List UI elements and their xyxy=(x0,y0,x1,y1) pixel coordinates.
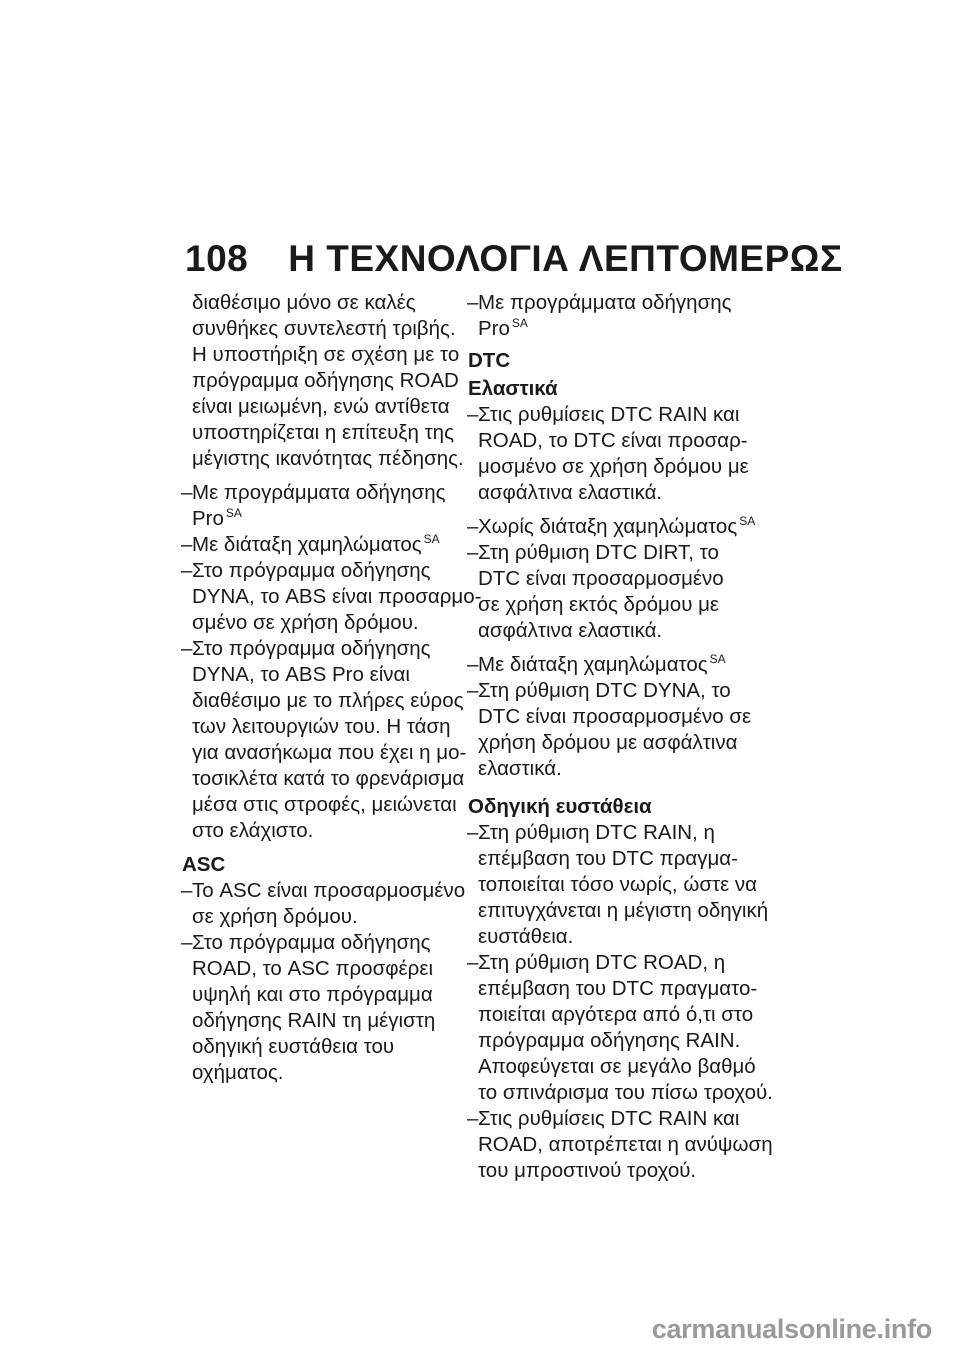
text-line: Χωρίς διάταξη χαμηλώματος xyxy=(478,515,738,538)
text-line: Αποφεύγεται σε μεγάλο βαθμό xyxy=(478,1055,756,1078)
text-line: σε χρήση δρόμου. xyxy=(192,905,358,928)
list-item xyxy=(468,540,748,644)
text-line: – Με προγράμματα οδήγησης xyxy=(478,291,732,314)
text-line: του μπροστινού τροχού. xyxy=(478,1159,697,1182)
list-item xyxy=(468,514,756,540)
text-line: χρήση δρόμου με ασφάλτινα xyxy=(478,731,738,754)
section-heading-dtc: DTC xyxy=(468,349,511,372)
list-item xyxy=(468,950,773,1106)
text-line: ελαστικά. xyxy=(478,757,562,780)
text-line: υποστηρίζεται η επίτευξη της xyxy=(192,421,454,444)
list-item xyxy=(182,636,467,844)
sa-superscript: SA xyxy=(709,652,726,666)
text-line: ποιείται αργότερα από ό,τι στο xyxy=(478,1003,754,1026)
text-line: το σπινάρισμα του πίσω τροχού. xyxy=(478,1081,773,1104)
text-line: πρόγραμμα οδήγησης RAIN. xyxy=(478,1029,741,1052)
intro-paragraph xyxy=(192,290,464,472)
text-line: Pro xyxy=(192,507,224,530)
section-heading-stability: Οδηγική ευστάθεια xyxy=(468,795,652,818)
text-line: Με διάταξη χαμηλώματος xyxy=(478,653,708,676)
text-line: των λειτουργιών του. Η τάση xyxy=(192,715,451,738)
list-item xyxy=(468,1106,773,1184)
text-line: υψηλή και στο πρόγραμμα xyxy=(192,983,433,1006)
list-item xyxy=(182,558,482,636)
text-line: επέμβαση του DTC πραγμα- xyxy=(478,847,738,870)
text-line: DYNA, το ABS Pro είναι xyxy=(192,663,410,686)
text-line: συνθήκες συντελεστή τριβής. xyxy=(192,317,456,340)
text-line: οχήματος. xyxy=(192,1061,284,1084)
text-line: Pro xyxy=(478,317,510,340)
sa-superscript: SA xyxy=(225,506,242,520)
sa-superscript: SA xyxy=(511,316,528,330)
list-item xyxy=(468,678,752,782)
text-line: – Στη ρύθμιση DTC DYNA, το xyxy=(478,679,731,702)
text-line: – Το ASC είναι προσαρμοσμένο xyxy=(192,879,466,902)
list-item xyxy=(182,532,454,558)
text-line: – Στο πρόγραμμα οδήγησης xyxy=(192,931,431,954)
text-line: – Στη ρύθμιση DTC DIRT, το xyxy=(478,541,719,564)
text-line: επιτυγχάνεται η μέγιστη οδηγική xyxy=(478,899,769,922)
sa-superscript: SA xyxy=(739,514,756,528)
watermark-text: carmanualsonline.info xyxy=(651,1314,932,1344)
text-line: τοσικλέτα κατά το φρενάρισμα xyxy=(192,767,465,790)
text-line: Η υποστήριξη σε σχέση με το xyxy=(192,343,460,366)
right-column xyxy=(468,290,773,1184)
text-line: οδήγησης RAIN τη μέγιστη xyxy=(192,1009,436,1032)
text-line: μέσα στις στροφές, μειώνεται xyxy=(192,793,457,816)
list-item xyxy=(468,402,748,506)
text-line: τοποιείται τόσο νωρίς, ώστε να xyxy=(478,873,758,896)
text-line: – Με προγράμματα οδήγησης xyxy=(192,481,446,504)
text-line: DYNA, το ABS είναι προσαρμο- xyxy=(192,585,482,608)
left-column xyxy=(182,290,482,1086)
text-line: οδηγική ευστάθεια του xyxy=(192,1035,395,1058)
text-line: διαθέσιμο μόνο σε καλές xyxy=(192,291,416,314)
list-item xyxy=(468,820,769,950)
text-line: ROAD, το DTC είναι προσαρ- xyxy=(478,429,748,452)
section-heading-asc: ASC xyxy=(182,853,226,876)
list-item xyxy=(182,480,454,532)
page-title: Η ΤΕΧΝΟΛΟΓΙΑ ΛΕΠΤΟΜΕΡΩΣ xyxy=(288,238,843,279)
text-line: επέμβαση του DTC πραγματο- xyxy=(478,977,758,1000)
text-line: στο ελάχιστο. xyxy=(192,819,314,842)
page-header xyxy=(185,238,843,280)
text-line: πρόγραμμα οδήγησης ROAD xyxy=(192,369,459,392)
text-line: ROAD, αποτρέπεται η ανύψωση xyxy=(478,1133,773,1156)
list-item xyxy=(182,930,454,1086)
text-line: διαθέσιμο με το πλήρες εύρος xyxy=(192,689,464,712)
text-line: – Στο πρόγραμμα οδήγησης xyxy=(192,637,431,660)
subsection-heading-tires: Ελαστικά xyxy=(468,377,558,400)
text-line: – Στις ρυθμίσεις DTC RAIN και xyxy=(478,403,740,426)
list-item xyxy=(468,290,748,342)
text-line: DTC είναι προσαρμοσμένο xyxy=(478,567,724,590)
page-number: 108 xyxy=(185,238,249,279)
text-line: – Στη ρύθμιση DTC ROAD, η xyxy=(478,951,726,974)
list-item xyxy=(182,878,466,930)
text-line: ασφάλτινα ελαστικά. xyxy=(478,481,663,504)
text-line: ασφάλτινα ελαστικά. xyxy=(478,619,663,642)
text-line: – Στο πρόγραμμα οδήγησης xyxy=(192,559,431,582)
text-line: μοσμένο σε χρήση δρόμου με xyxy=(478,455,749,478)
text-line: σμένο σε χρήση δρόμου. xyxy=(192,611,419,634)
text-line: ROAD, το ASC προσφέρει xyxy=(192,957,434,980)
text-line: ευστάθεια. xyxy=(478,925,574,948)
text-line: σε χρήση εκτός δρόμου με xyxy=(478,593,720,616)
text-line: είναι μειωμένη, ενώ αντίθετα xyxy=(192,395,450,418)
text-line: μέγιστης ικανότητας πέδησης. xyxy=(192,447,464,470)
sa-superscript: SA xyxy=(423,532,440,546)
text-line: – Στις ρυθμίσεις DTC RAIN και xyxy=(478,1107,740,1130)
text-line: DTC είναι προσαρμοσμένο σε xyxy=(478,705,752,728)
text-line: για ανασήκωμα που έχει η μο- xyxy=(192,741,467,764)
text-line: Με διάταξη χαμηλώματος xyxy=(192,533,422,556)
text-line: – Στη ρύθμιση DTC RAIN, η xyxy=(478,821,715,844)
list-item xyxy=(468,652,748,678)
